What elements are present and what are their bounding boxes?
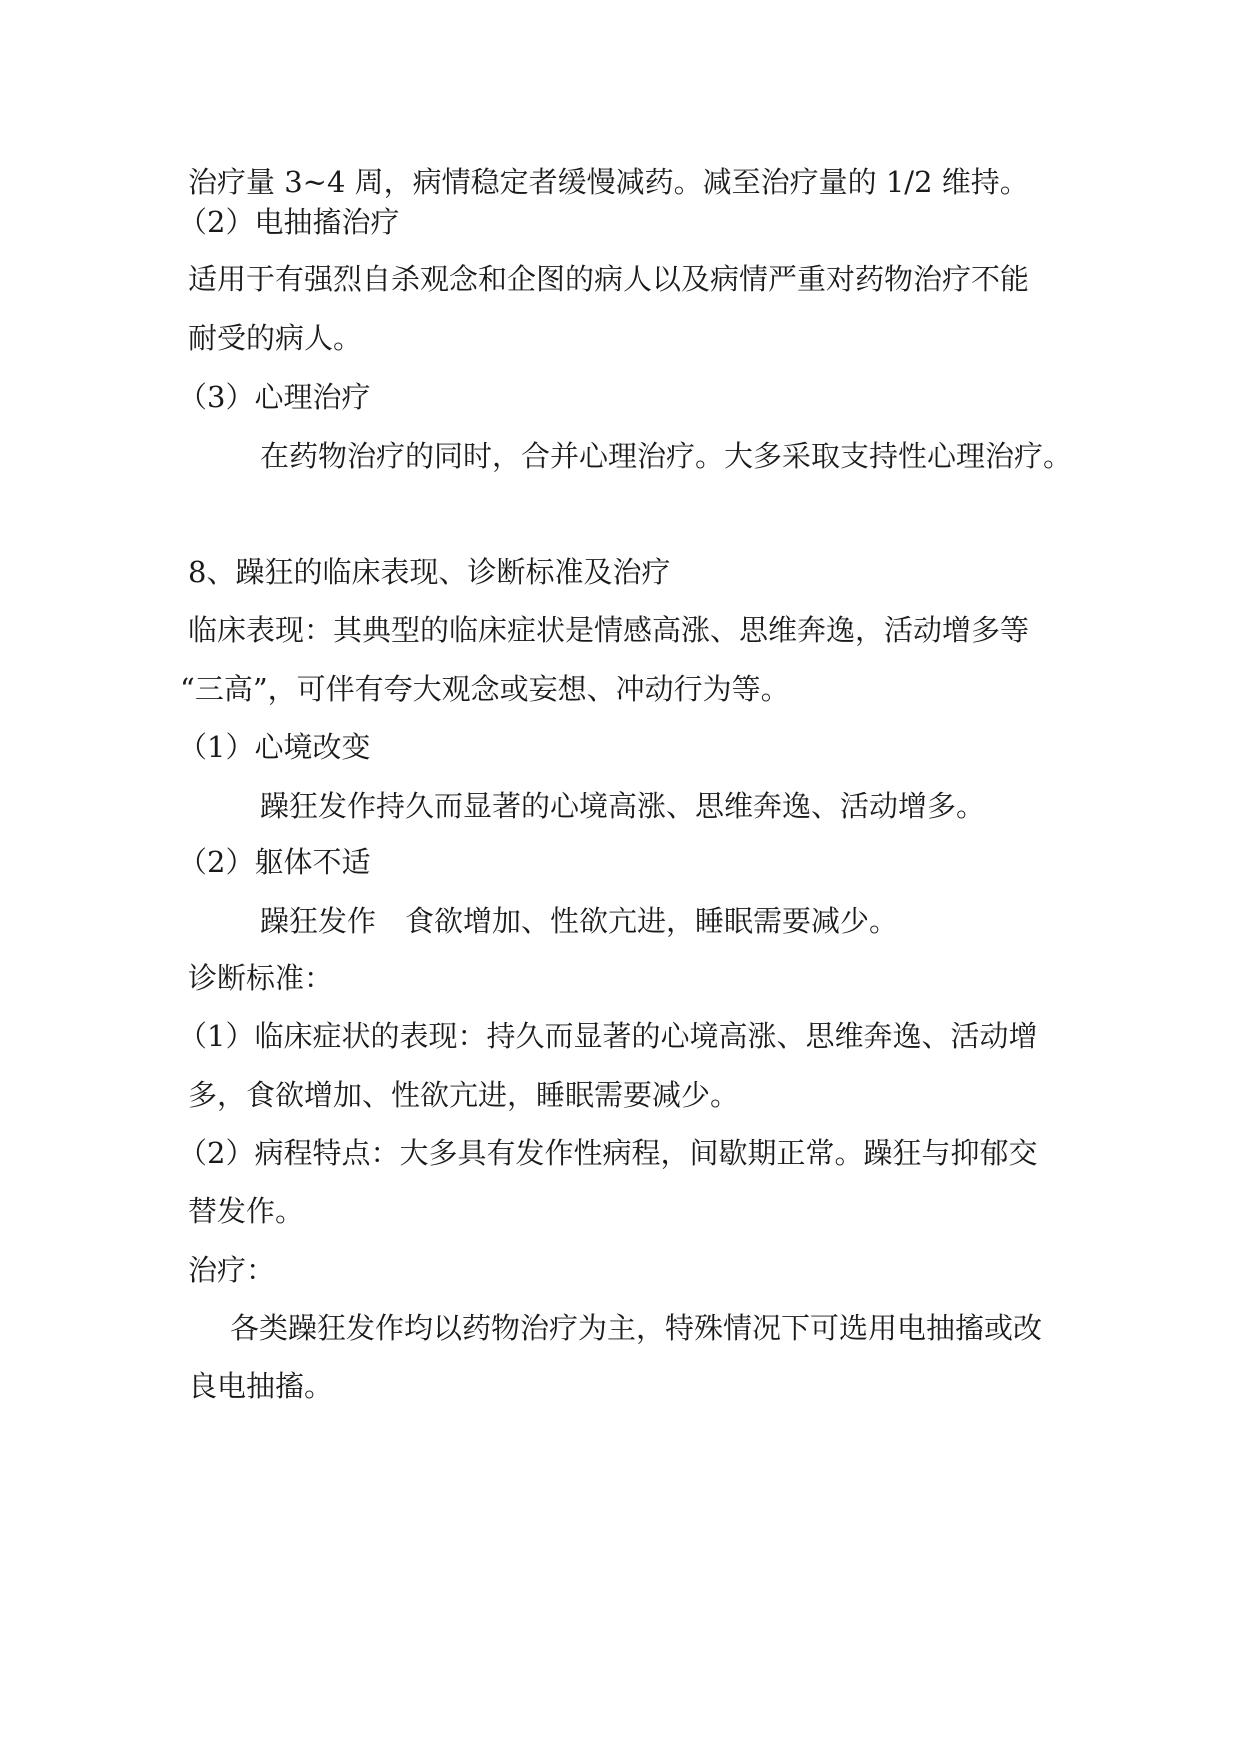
text-line-17: （2）病程特点：大多具有发作性病程，间歇期正常。躁狂与抑郁交 [178,1136,1038,1170]
text-line-11: 躁狂发作持久而显著的心境高涨、思维奔逸、活动增多。 [260,789,986,823]
text-line-15: （1）临床症状的表现：持久而显著的心境高涨、思维奔逸、活动增 [178,1019,1038,1053]
text-line-18: 替发作。 [188,1194,305,1228]
subheading-diagnosis: 诊断标准： [188,961,334,995]
subheading-somatic: （2）躯体不适 [178,845,371,879]
text-line-4: 耐受的病人。 [188,321,363,355]
text-line-9: “三高”，可伴有夸大观念或妄想、冲动行为等。 [180,672,790,706]
text-line-3: 适用于有强烈自杀观念和企图的病人以及病情严重对药物治疗不能 [188,262,1030,296]
subheading-mood-change: （1）心境改变 [178,730,371,764]
text-line-16: 多，食欲增加、性欲亢进，睡眠需要减少。 [188,1078,740,1112]
text-line-8: 临床表现：其典型的临床症状是情感高涨、思维奔逸，活动增多等 [188,613,1030,647]
subheading-ect: （2）电抽搐治疗 [178,205,400,239]
section-heading-mania: 8、躁狂的临床表现、诊断标准及治疗 [188,555,671,589]
subheading-treatment: 治疗： [188,1253,276,1287]
text-line-21: 良电抽搐。 [188,1369,334,1403]
text-line-20: 各类躁狂发作均以药物治疗为主，特殊情况下可选用电抽搐或改 [230,1311,1043,1345]
text-line-13: 躁狂发作 食欲增加、性欲亢进，睡眠需要减少。 [260,904,899,938]
text-line-6: 在药物治疗的同时，合并心理治疗。大多采取支持性心理治疗。 [260,439,1073,473]
text-line-1: 治疗量 3~4 周，病情稳定者缓慢减药。减至治疗量的 1/2 维持。 [188,165,1029,199]
subheading-psychotherapy: （3）心理治疗 [178,380,371,414]
